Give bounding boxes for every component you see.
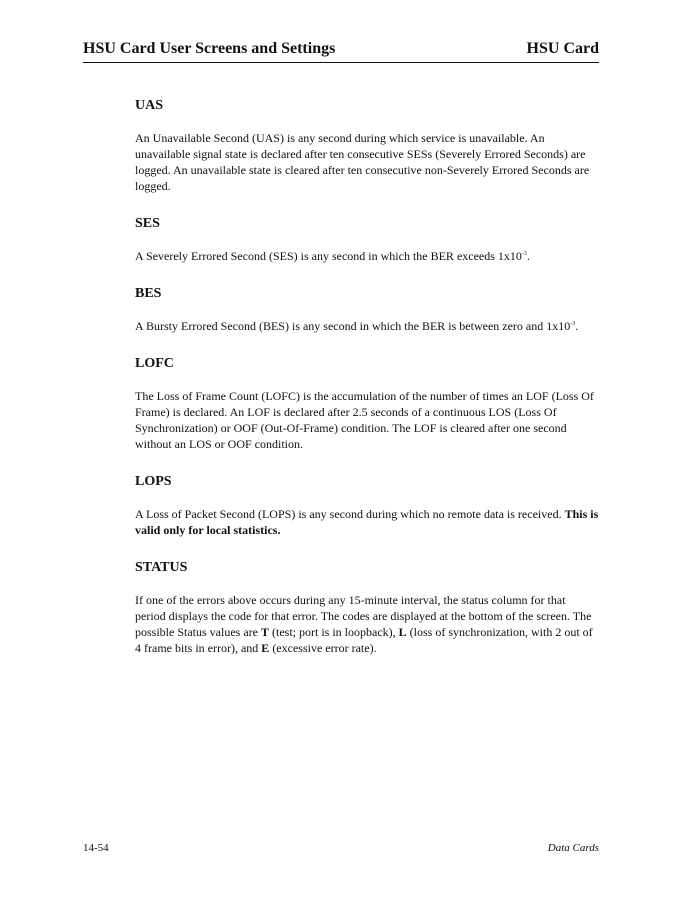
paragraph-text: (excessive error rate). [269,641,377,655]
status-code-t: T [260,625,269,639]
paragraph-text: If one of the errors above occurs during any 15-minute interval, the status column for that period displays the code for that error. The codes are displayed at the bottom of the screen. The possible Status values are [135,593,592,639]
section-paragraph [135,318,599,334]
section-heading: UAS [135,98,164,113]
paragraph-text: A Loss of Packet Second (LOPS) is any second during which no remote data is received. [135,507,562,521]
section-paragraph [135,506,599,538]
paragraph-text: . [575,319,579,333]
section-uas [135,98,599,194]
status-code-e: E [261,641,270,655]
page-header [83,40,599,63]
section-heading: LOFC [135,356,174,371]
section-paragraph [135,248,599,264]
section-heading: STATUS [135,560,188,575]
page-number: 14-54 [83,842,109,854]
status-code-l: L [398,625,407,639]
section-status [135,560,599,656]
bold-note: This is valid only for local statistics. [135,507,599,537]
paragraph-text: (test; port is in loopback), [269,625,399,639]
section-heading: LOPS [135,474,172,489]
exponent: -3 [521,251,527,257]
section-paragraph [135,592,599,656]
section-lofc [135,356,599,452]
paragraph-text: . [526,249,530,263]
section-heading: SES [135,216,160,231]
section-ses [135,216,599,264]
section-lops [135,474,599,538]
exponent: -3 [570,321,576,327]
section-paragraph: The Loss of Frame Count (LOFC) is the accumulation of the number of times an LOF (Loss Of Frame) is declared. An LOF is declared after 2.5 seconds of a continuous LOS (Loss Of Synchronization) or OOF (Out-Of-Frame) condition. The LOF is cleared after one second without an LOS or OOF condition. [135,389,594,451]
page-content [135,98,599,678]
paragraph-text: (loss of synchronization, with 2 out of 4 frame bits in error), and [135,625,593,655]
book-title: Data Cards [547,842,599,854]
section-heading: BES [135,286,162,301]
header-card-title: HSU Card [526,40,599,57]
paragraph-text: A Severely Errored Second (SES) is any second in which the BER exceeds 1x10 [135,249,522,263]
section-bes [135,286,599,334]
section-paragraph: An Unavailable Second (UAS) is any second during which service is unavailable. An unavailable signal state is declared after ten consecutive SESs (Severely Errored Seconds) are logged. An unavailable state is cleared after ten consecutive non-Severely Errored Seconds are logged. [135,131,590,193]
paragraph-text: A Bursty Errored Second (BES) is any second in which the BER is between zero and 1x10 [135,319,571,333]
header-chapter-title: HSU Card User Screens and Settings [83,40,336,57]
